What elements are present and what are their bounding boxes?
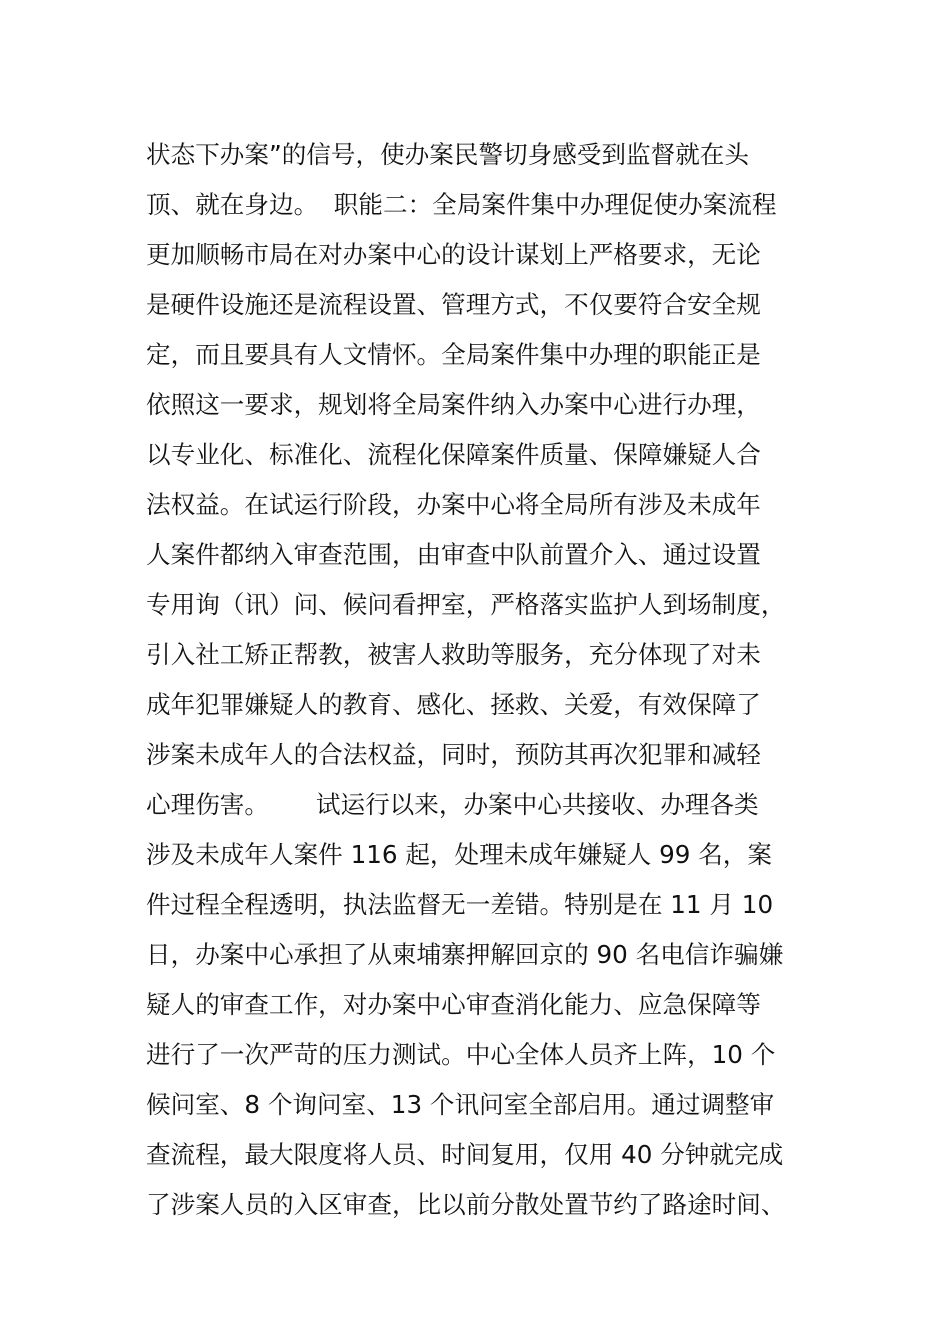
- text-line: 状态下办案”的信号，使办案民警切身感受到监督就在头: [146, 140, 749, 169]
- text-line: 法权益。在试运行阶段，办案中心将全局所有涉及未成年: [146, 490, 761, 519]
- text-line: 更加顺畅市局在对办案中心的设计谋划上严格要求，无论: [146, 240, 761, 269]
- text-line: 了涉案人员的入区审查，比以前分散处置节约了路途时间、: [146, 1190, 786, 1219]
- text-line: 依照这一要求，规划将全局案件纳入办案中心进行办理，: [146, 390, 761, 419]
- text-line: 专用询（讯）问、候问看押室，严格落实监护人到场制度，: [146, 590, 786, 619]
- text-line: 心理伤害。 试运行以来，办案中心共接收、办理各类: [146, 790, 759, 819]
- text-line: 顶、就在身边。 职能二：全局案件集中办理促使办案流程: [146, 190, 777, 219]
- text-line: 进行了一次严苛的压力测试。中心全体人员齐上阵，10 个: [146, 1040, 776, 1069]
- text-line: 候问室、8 个询问室、13 个讯问室全部启用。通过调整审: [146, 1090, 775, 1119]
- text-line: 件过程全程透明，执法监督无一差错。特别是在 11 月 10: [146, 890, 774, 919]
- text-line: 涉及未成年人案件 116 起，处理未成年嫌疑人 99 名，案: [146, 840, 772, 869]
- body-text: [146, 130, 806, 1230]
- text-line: 是硬件设施还是流程设置、管理方式，不仅要符合安全规: [146, 290, 761, 319]
- text-line: 疑人的审查工作，对办案中心审查消化能力、应急保障等: [146, 990, 761, 1019]
- text-line: 引入社工矫正帮教，被害人救助等服务，充分体现了对未: [146, 640, 761, 669]
- text-line: 涉案未成年人的合法权益，同时，预防其再次犯罪和减轻: [146, 740, 761, 769]
- text-line: 定，而且要具有人文情怀。全局案件集中办理的职能正是: [146, 340, 761, 369]
- text-line: 查流程，最大限度将人员、时间复用，仅用 40 分钟就完成: [146, 1140, 784, 1169]
- text-line: 日，办案中心承担了从柬埔寨押解回京的 90 名电信诈骗嫌: [146, 940, 784, 969]
- text-line: 人案件都纳入审查范围，由审查中队前置介入、通过设置: [146, 540, 761, 569]
- text-line: 以专业化、标准化、流程化保障案件质量、保障嫌疑人合: [146, 440, 761, 469]
- text-line: 成年犯罪嫌疑人的教育、感化、拯救、关爱，有效保障了: [146, 690, 761, 719]
